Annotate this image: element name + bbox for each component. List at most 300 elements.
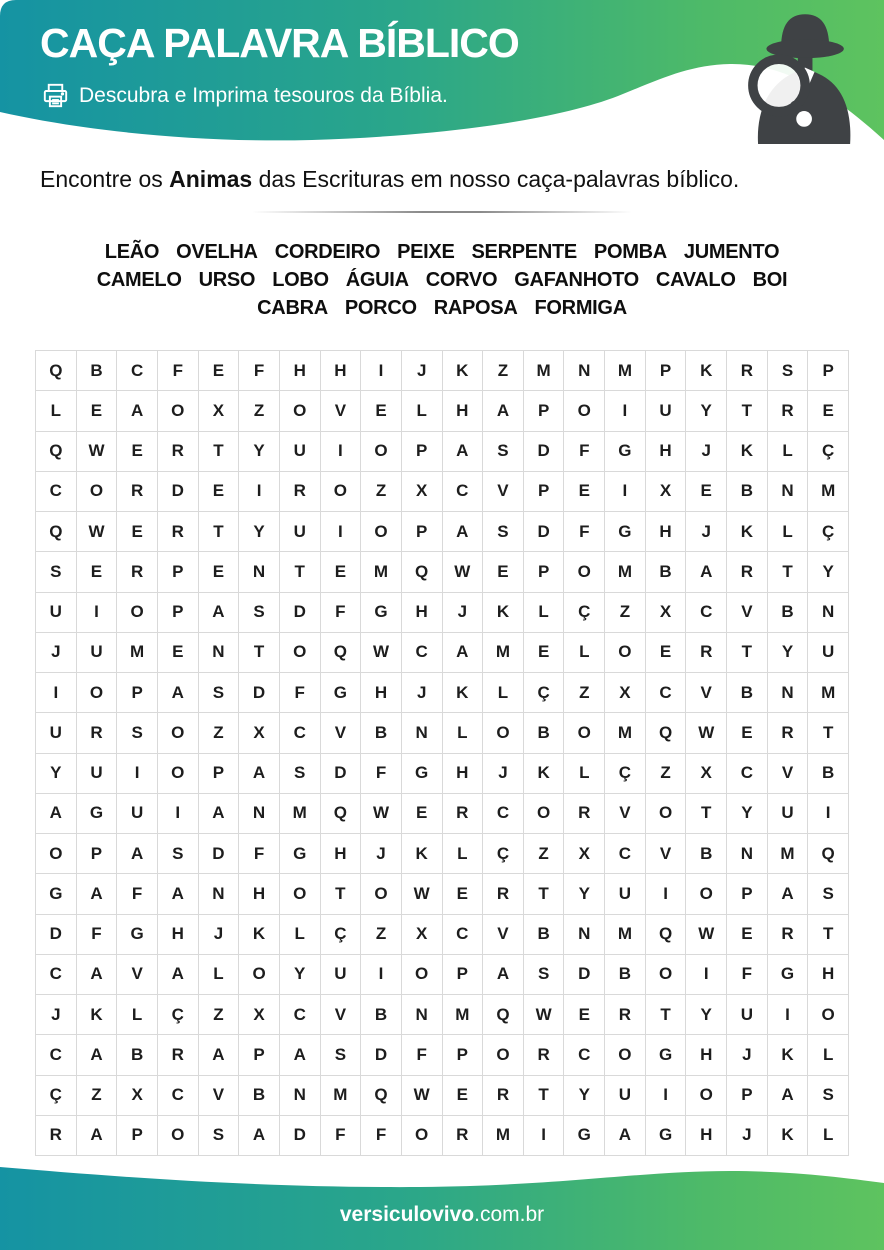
- grid-cell: W: [361, 794, 401, 833]
- grid-cell: U: [646, 391, 686, 430]
- grid-cell: O: [239, 955, 279, 994]
- grid-cell: B: [239, 1076, 279, 1115]
- grid-cell: O: [158, 754, 198, 793]
- grid-cell: A: [158, 673, 198, 712]
- grid-cell: L: [524, 593, 564, 632]
- grid-cell: A: [686, 552, 726, 591]
- grid-cell: H: [321, 834, 361, 873]
- grid-cell: R: [77, 713, 117, 752]
- grid-cell: S: [768, 351, 808, 390]
- grid-cell: F: [564, 432, 604, 471]
- grid-cell: R: [727, 552, 767, 591]
- grid-cell: T: [199, 432, 239, 471]
- grid-cell: F: [117, 874, 157, 913]
- grid-cell: R: [768, 391, 808, 430]
- word-item: POMBA: [593, 241, 667, 263]
- word-item: URSO: [198, 269, 256, 291]
- grid-cell: U: [280, 432, 320, 471]
- grid-cell: T: [199, 512, 239, 551]
- grid-cell: K: [686, 351, 726, 390]
- grid-cell: H: [686, 1116, 726, 1155]
- grid-cell: G: [605, 432, 645, 471]
- grid-cell: J: [36, 633, 76, 672]
- grid-cell: O: [646, 794, 686, 833]
- grid-cell: N: [402, 713, 442, 752]
- grid-cell: H: [280, 351, 320, 390]
- grid-cell: O: [483, 713, 523, 752]
- grid-cell: H: [239, 874, 279, 913]
- grid-cell: B: [361, 713, 401, 752]
- grid-cell: U: [117, 794, 157, 833]
- grid-cell: C: [443, 915, 483, 954]
- grid-cell: S: [524, 955, 564, 994]
- grid-cell: P: [158, 593, 198, 632]
- grid-cell: X: [239, 995, 279, 1034]
- grid-cell: V: [646, 834, 686, 873]
- grid-cell: A: [199, 794, 239, 833]
- grid-cell: A: [36, 794, 76, 833]
- grid-cell: J: [402, 673, 442, 712]
- grid-cell: S: [199, 673, 239, 712]
- grid-cell: B: [646, 552, 686, 591]
- grid-cell: K: [768, 1116, 808, 1155]
- header-subtitle: Descubra e Imprima tesouros da Bíblia.: [79, 83, 448, 107]
- grid-cell: C: [483, 794, 523, 833]
- grid-cell: O: [117, 593, 157, 632]
- grid-cell: K: [483, 593, 523, 632]
- grid-cell: R: [443, 1116, 483, 1155]
- grid-cell: L: [117, 995, 157, 1034]
- grid-cell: U: [768, 794, 808, 833]
- grid-cell: G: [36, 874, 76, 913]
- grid-cell: S: [483, 432, 523, 471]
- grid-cell: T: [686, 794, 726, 833]
- grid-cell: G: [117, 915, 157, 954]
- grid-cell: H: [808, 955, 848, 994]
- grid-cell: O: [808, 995, 848, 1034]
- grid-cell: T: [808, 915, 848, 954]
- word-item: JUMENTO: [683, 241, 780, 263]
- grid-cell: D: [199, 834, 239, 873]
- grid-cell: O: [564, 713, 604, 752]
- grid-cell: O: [280, 633, 320, 672]
- grid-cell: C: [646, 673, 686, 712]
- grid-cell: W: [686, 713, 726, 752]
- grid-cell: M: [483, 1116, 523, 1155]
- grid-cell: R: [280, 472, 320, 511]
- grid-cell: Z: [564, 673, 604, 712]
- grid-cell: E: [199, 472, 239, 511]
- grid-cell: I: [36, 673, 76, 712]
- grid-cell: Y: [686, 391, 726, 430]
- grid-cell: B: [524, 713, 564, 752]
- grid-cell: Y: [768, 633, 808, 672]
- grid-cell: U: [321, 955, 361, 994]
- grid-cell: H: [321, 351, 361, 390]
- grid-cell: Q: [402, 552, 442, 591]
- grid-cell: J: [443, 593, 483, 632]
- grid-cell: A: [768, 874, 808, 913]
- grid-cell: E: [77, 552, 117, 591]
- grid-cell: A: [483, 391, 523, 430]
- grid-cell: O: [361, 432, 401, 471]
- word-item: CORDEIRO: [274, 241, 381, 263]
- grid-cell: J: [483, 754, 523, 793]
- grid-cell: T: [280, 552, 320, 591]
- grid-cell: R: [727, 351, 767, 390]
- grid-cell: Ç: [808, 512, 848, 551]
- grid-cell: O: [524, 794, 564, 833]
- grid-cell: P: [443, 1035, 483, 1074]
- grid-cell: P: [524, 552, 564, 591]
- grid-cell: J: [686, 512, 726, 551]
- grid-cell: T: [321, 874, 361, 913]
- grid-cell: B: [605, 955, 645, 994]
- grid-cell: G: [280, 834, 320, 873]
- grid-cell: L: [280, 915, 320, 954]
- grid-cell: R: [605, 995, 645, 1034]
- grid-cell: W: [361, 633, 401, 672]
- grid-cell: Ç: [321, 915, 361, 954]
- grid-cell: O: [77, 472, 117, 511]
- grid-cell: S: [239, 593, 279, 632]
- grid-cell: A: [239, 1116, 279, 1155]
- grid-cell: U: [77, 754, 117, 793]
- grid-cell: A: [117, 834, 157, 873]
- grid-cell: R: [443, 794, 483, 833]
- grid-cell: I: [117, 754, 157, 793]
- word-item: PEIXE: [397, 241, 455, 263]
- grid-cell: F: [280, 673, 320, 712]
- grid-cell: Y: [686, 995, 726, 1034]
- word-item: LOBO: [272, 269, 329, 291]
- grid-cell: K: [402, 834, 442, 873]
- grid-cell: N: [199, 633, 239, 672]
- grid-cell: E: [117, 512, 157, 551]
- grid-cell: D: [564, 955, 604, 994]
- word-list-line: [105, 238, 779, 266]
- grid-cell: Z: [199, 995, 239, 1034]
- grid-cell: F: [239, 834, 279, 873]
- grid-cell: A: [77, 1035, 117, 1074]
- grid-cell: R: [483, 1076, 523, 1115]
- grid-cell: Q: [808, 834, 848, 873]
- grid-cell: D: [36, 915, 76, 954]
- grid-cell: P: [443, 955, 483, 994]
- grid-cell: R: [158, 432, 198, 471]
- word-item: CAMELO: [96, 269, 182, 291]
- grid-cell: C: [36, 472, 76, 511]
- grid-cell: M: [280, 794, 320, 833]
- grid-cell: V: [321, 713, 361, 752]
- grid-cell: P: [646, 351, 686, 390]
- grid-cell: X: [402, 915, 442, 954]
- grid-cell: N: [239, 794, 279, 833]
- grid-cell: E: [361, 391, 401, 430]
- grid-cell: T: [808, 713, 848, 752]
- grid-cell: O: [564, 552, 604, 591]
- grid-cell: I: [239, 472, 279, 511]
- grid-cell: J: [36, 995, 76, 1034]
- word-list-line: [257, 294, 627, 322]
- grid-cell: Q: [483, 995, 523, 1034]
- grid-cell: E: [686, 472, 726, 511]
- grid-cell: U: [808, 633, 848, 672]
- grid-cell: R: [158, 512, 198, 551]
- grid-cell: O: [280, 874, 320, 913]
- grid-cell: N: [768, 472, 808, 511]
- grid-cell: P: [524, 472, 564, 511]
- grid-cell: M: [483, 633, 523, 672]
- grid-cell: P: [158, 552, 198, 591]
- grid-cell: Ç: [808, 432, 848, 471]
- grid-cell: M: [605, 552, 645, 591]
- grid-cell: W: [402, 1076, 442, 1115]
- grid-cell: Y: [36, 754, 76, 793]
- grid-cell: A: [605, 1116, 645, 1155]
- grid-cell: O: [605, 1035, 645, 1074]
- grid-cell: E: [483, 552, 523, 591]
- grid-cell: C: [443, 472, 483, 511]
- grid-cell: G: [564, 1116, 604, 1155]
- grid-cell: V: [483, 472, 523, 511]
- grid-cell: V: [686, 673, 726, 712]
- grid-cell: R: [483, 874, 523, 913]
- footer-brand: [0, 1203, 884, 1227]
- grid-cell: B: [361, 995, 401, 1034]
- grid-cell: O: [158, 713, 198, 752]
- grid-cell: Z: [361, 472, 401, 511]
- grid-cell: V: [117, 955, 157, 994]
- grid-cell: L: [808, 1035, 848, 1074]
- grid-cell: J: [402, 351, 442, 390]
- word-item: CORVO: [425, 269, 498, 291]
- grid-cell: J: [727, 1035, 767, 1074]
- grid-cell: F: [77, 915, 117, 954]
- grid-cell: B: [727, 673, 767, 712]
- grid-cell: B: [768, 593, 808, 632]
- grid-cell: P: [117, 1116, 157, 1155]
- grid-cell: R: [768, 713, 808, 752]
- grid-cell: J: [361, 834, 401, 873]
- grid-cell: I: [686, 955, 726, 994]
- word-list: [0, 238, 884, 322]
- grid-cell: D: [280, 593, 320, 632]
- grid-cell: N: [564, 915, 604, 954]
- word-item: GAFANHOTO: [514, 269, 639, 291]
- instruction-highlight: Animas: [169, 166, 253, 192]
- grid-cell: S: [158, 834, 198, 873]
- grid-cell: Y: [239, 432, 279, 471]
- grid-cell: W: [686, 915, 726, 954]
- grid-cell: A: [158, 955, 198, 994]
- grid-cell: M: [808, 673, 848, 712]
- grid-cell: N: [280, 1076, 320, 1115]
- grid-cell: P: [402, 512, 442, 551]
- grid-cell: B: [77, 351, 117, 390]
- grid-cell: H: [443, 754, 483, 793]
- grid-cell: N: [727, 834, 767, 873]
- grid-cell: E: [402, 794, 442, 833]
- word-item: BOI: [752, 269, 788, 291]
- grid-cell: N: [808, 593, 848, 632]
- grid-cell: Q: [321, 794, 361, 833]
- grid-cell: A: [117, 391, 157, 430]
- grid-cell: U: [605, 874, 645, 913]
- grid-cell: F: [402, 1035, 442, 1074]
- grid-cell: A: [239, 754, 279, 793]
- grid-cell: R: [117, 552, 157, 591]
- grid-cell: L: [768, 432, 808, 471]
- grid-cell: I: [646, 874, 686, 913]
- grid-cell: I: [361, 351, 401, 390]
- grid-cell: S: [483, 512, 523, 551]
- grid-cell: Ç: [564, 593, 604, 632]
- grid-cell: Z: [77, 1076, 117, 1115]
- grid-cell: L: [564, 633, 604, 672]
- grid-cell: O: [646, 955, 686, 994]
- grid-cell: X: [646, 593, 686, 632]
- grid-cell: A: [77, 1116, 117, 1155]
- grid-cell: Q: [36, 432, 76, 471]
- grid-cell: J: [199, 915, 239, 954]
- grid-cell: Q: [36, 512, 76, 551]
- word-search-grid: [35, 350, 849, 1156]
- word-item: PORCO: [344, 297, 417, 319]
- grid-cell: C: [36, 955, 76, 994]
- grid-cell: U: [77, 633, 117, 672]
- grid-cell: C: [727, 754, 767, 793]
- grid-cell: O: [686, 1076, 726, 1115]
- grid-cell: I: [605, 391, 645, 430]
- grid-cell: A: [77, 874, 117, 913]
- grid-cell: C: [686, 593, 726, 632]
- grid-cell: A: [280, 1035, 320, 1074]
- word-item: ÁGUIA: [345, 269, 409, 291]
- word-item: CABRA: [257, 297, 328, 319]
- grid-cell: Z: [239, 391, 279, 430]
- grid-cell: O: [483, 1035, 523, 1074]
- grid-cell: Z: [483, 351, 523, 390]
- grid-cell: D: [239, 673, 279, 712]
- word-item: OVELHA: [176, 241, 258, 263]
- footer-brand-bold: versiculovivo: [339, 1203, 475, 1226]
- grid-cell: F: [727, 955, 767, 994]
- grid-cell: Ç: [158, 995, 198, 1034]
- grid-cell: C: [280, 995, 320, 1034]
- grid-cell: S: [321, 1035, 361, 1074]
- grid-cell: E: [727, 915, 767, 954]
- grid-cell: W: [77, 432, 117, 471]
- grid-cell: R: [117, 472, 157, 511]
- grid-cell: Y: [564, 874, 604, 913]
- grid-cell: T: [727, 391, 767, 430]
- grid-cell: T: [524, 874, 564, 913]
- grid-cell: R: [564, 794, 604, 833]
- grid-cell: L: [402, 391, 442, 430]
- grid-cell: T: [646, 995, 686, 1034]
- grid-cell: A: [443, 512, 483, 551]
- grid-cell: X: [199, 391, 239, 430]
- grid-cell: Q: [646, 713, 686, 752]
- grid-cell: A: [77, 955, 117, 994]
- footer-banner: [0, 1155, 884, 1250]
- grid-cell: V: [321, 391, 361, 430]
- grid-cell: H: [686, 1035, 726, 1074]
- grid-cell: B: [727, 472, 767, 511]
- grid-cell: T: [239, 633, 279, 672]
- grid-cell: E: [158, 633, 198, 672]
- grid-cell: Y: [727, 794, 767, 833]
- grid-cell: L: [483, 673, 523, 712]
- grid-cell: N: [239, 552, 279, 591]
- grid-cell: B: [117, 1035, 157, 1074]
- grid-cell: H: [646, 512, 686, 551]
- grid-cell: G: [77, 794, 117, 833]
- grid-cell: P: [199, 754, 239, 793]
- grid-cell: Q: [321, 633, 361, 672]
- grid-cell: C: [402, 633, 442, 672]
- grid-cell: S: [808, 1076, 848, 1115]
- printer-icon: [42, 82, 69, 109]
- grid-cell: E: [443, 1076, 483, 1115]
- grid-cell: E: [564, 472, 604, 511]
- grid-cell: Y: [564, 1076, 604, 1115]
- grid-cell: C: [117, 351, 157, 390]
- grid-cell: K: [443, 673, 483, 712]
- grid-cell: P: [727, 1076, 767, 1115]
- grid-cell: I: [646, 1076, 686, 1115]
- grid-cell: L: [199, 955, 239, 994]
- grid-cell: S: [36, 552, 76, 591]
- grid-cell: M: [808, 472, 848, 511]
- instruction-suffix: das Escrituras em nosso caça-palavras bíblico.: [252, 166, 740, 192]
- grid-cell: O: [77, 673, 117, 712]
- grid-cell: K: [77, 995, 117, 1034]
- grid-cell: X: [402, 472, 442, 511]
- grid-cell: U: [36, 713, 76, 752]
- grid-cell: M: [605, 351, 645, 390]
- grid-cell: R: [686, 633, 726, 672]
- grid-cell: B: [686, 834, 726, 873]
- grid-cell: E: [727, 713, 767, 752]
- grid-cell: L: [443, 834, 483, 873]
- grid-cell: T: [768, 552, 808, 591]
- header-banner: [0, 0, 884, 150]
- grid-cell: F: [361, 754, 401, 793]
- grid-cell: I: [77, 593, 117, 632]
- grid-cell: K: [524, 754, 564, 793]
- grid-cell: C: [36, 1035, 76, 1074]
- grid-cell: L: [564, 754, 604, 793]
- grid-cell: O: [402, 1116, 442, 1155]
- grid-cell: O: [605, 633, 645, 672]
- grid-cell: O: [280, 391, 320, 430]
- word-list-line: [97, 266, 788, 294]
- grid-cell: G: [768, 955, 808, 994]
- grid-cell: X: [686, 754, 726, 793]
- detective-magnifier-icon: [738, 8, 866, 144]
- grid-cell: Z: [524, 834, 564, 873]
- grid-cell: P: [239, 1035, 279, 1074]
- grid-cell: P: [727, 874, 767, 913]
- grid-cell: U: [727, 995, 767, 1034]
- grid-cell: D: [321, 754, 361, 793]
- instruction-text: [40, 166, 840, 193]
- grid-cell: Y: [239, 512, 279, 551]
- grid-cell: K: [727, 512, 767, 551]
- grid-cell: S: [808, 874, 848, 913]
